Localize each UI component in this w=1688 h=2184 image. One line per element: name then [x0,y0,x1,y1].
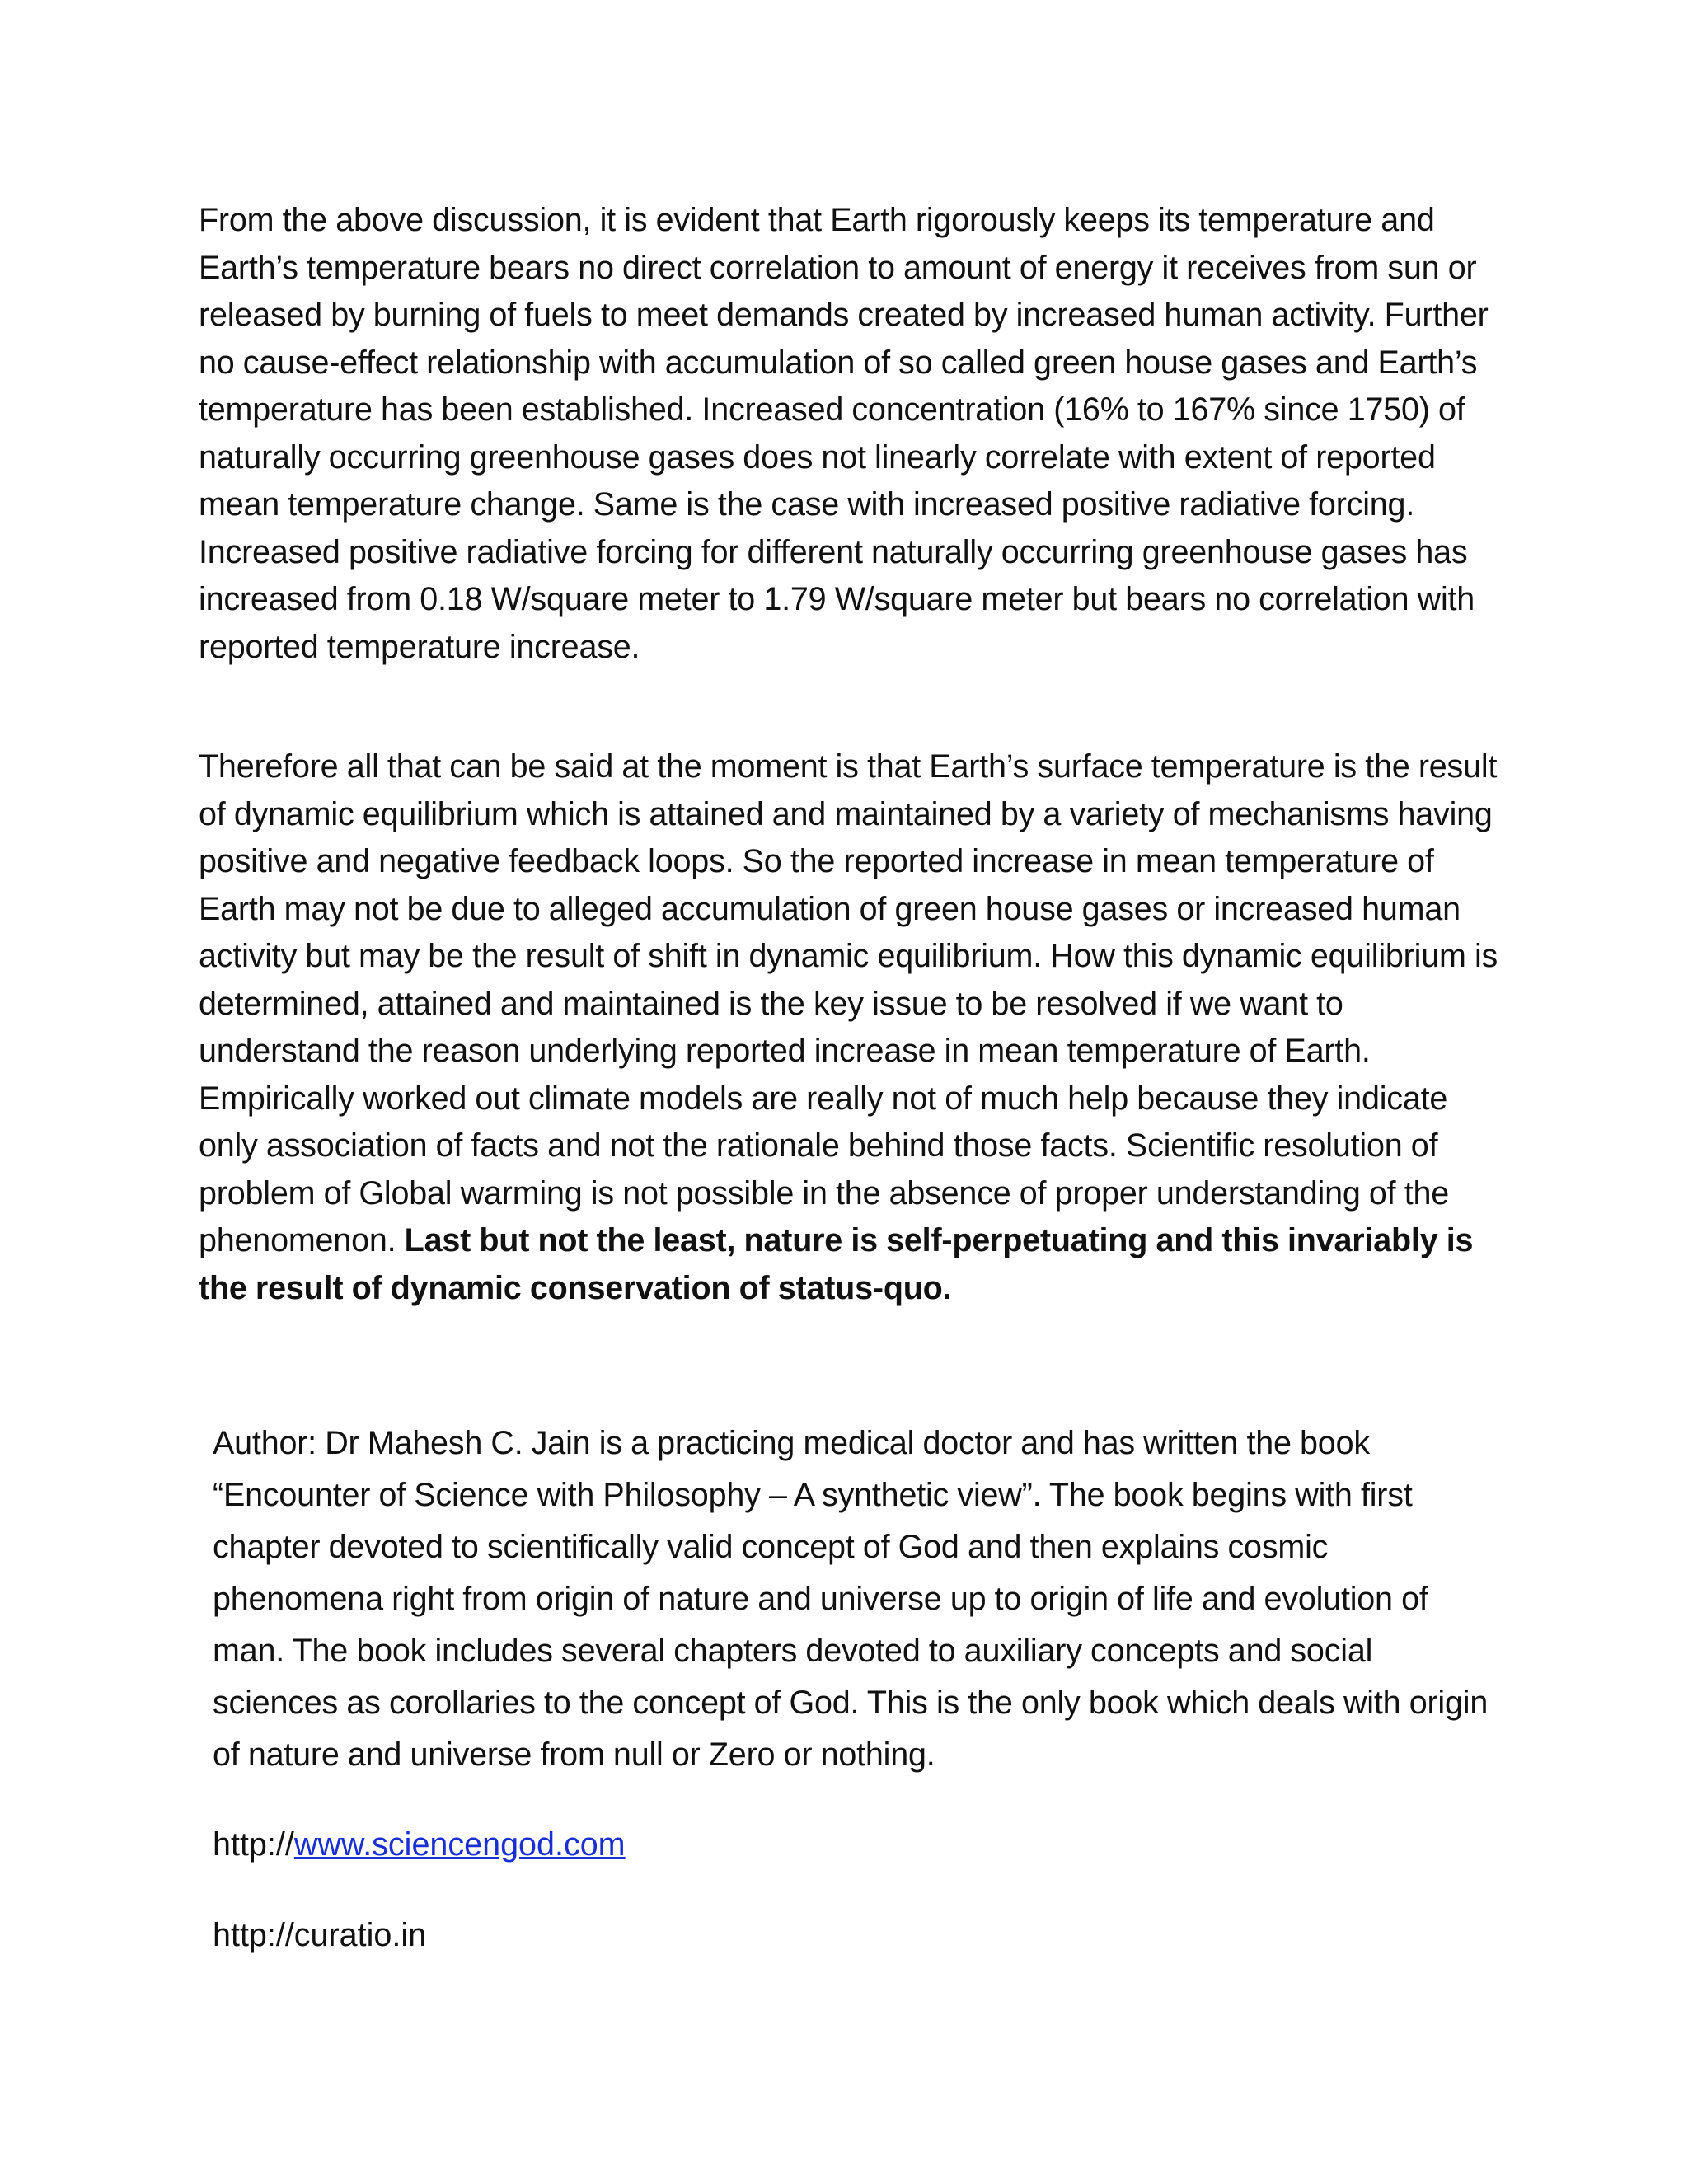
paragraph-dynamic-equilibrium [199,743,1509,1312]
paragraph-dynamic-equilibrium-text: Therefore all that can be said at the moment is that Earth’s surface temperature is the result of dynamic equilibrium which is attained and maintained by a variety of mechanisms having positive and negative feedback loops. So the reported increase in mean temperature of Earth may not be due to alleged accumulation of green house gases or increased human activity but may be the result of shift in dynamic equilibrium. How this dynamic equilibrium is determined, attained and maintained is the key issue to be resolved if we want to understand the reason underlying reported increase in mean temperature of Earth. Empirically worked out climate models are really not of much help because they indicate only association of facts and not the rationale behind those facts. Scientific resolution of problem of Global warming is not possible in the absence of proper understanding of the phenomenon. [199,748,1498,1258]
sciencengod-link[interactable]: www.sciencengod.com [293,1826,626,1863]
author-bio-text: Author: Dr Mahesh C. Jain is a practicing medical doctor and has written the book “Encounter of Science with Philosophy – A synthetic view”. The book begins with first chapter devoted to scientifically valid concept of God and then explains cosmic phenomena right from origin of nature and universe up to origin of life and evolution of man. The book includes several chapters devoted to auxiliary concepts and social sciences as corollaries to the concept of God. This is the only book which deals with origin of nature and universe from null or Zero or nothing. [213,1425,1489,1773]
website-link-prefix: http:// [213,1826,294,1863]
curatio-link-line [213,1910,426,1960]
paragraph-conclusion-text: From the above discussion, it is evident that Earth rigorously keeps its temperature and Earth’s temperature bears no direct correlation to amount of energy it receives from sun or released by burning of fuels to meet demands created by increased human activity. Further no cause-effect relationship with accumulation of so called green house gases and Earth’s temperature has been established. Increased concentration (16% to 167% since 1750) of naturally occurring greenhouse gases does not linearly correlate with extent of reported mean temperature change. Same is the case with increased positive radiative forcing. Increased positive radiative forcing for different naturally occurring greenhouse gases has increased from 0.18 W/square meter to 1.79 W/square meter but bears no correlation with reported temperature increase. [199,202,1489,665]
curatio-url-text: http://curatio.in [213,1917,427,1953]
website-link-line [213,1820,626,1869]
paragraph-conclusion [199,197,1509,671]
author-bio [213,1418,1498,1781]
paragraph-bold-statement: Last but not the least, nature is self-perpetuating and this invariably is the result of dynamic conservation of status-quo. [199,1222,1474,1306]
